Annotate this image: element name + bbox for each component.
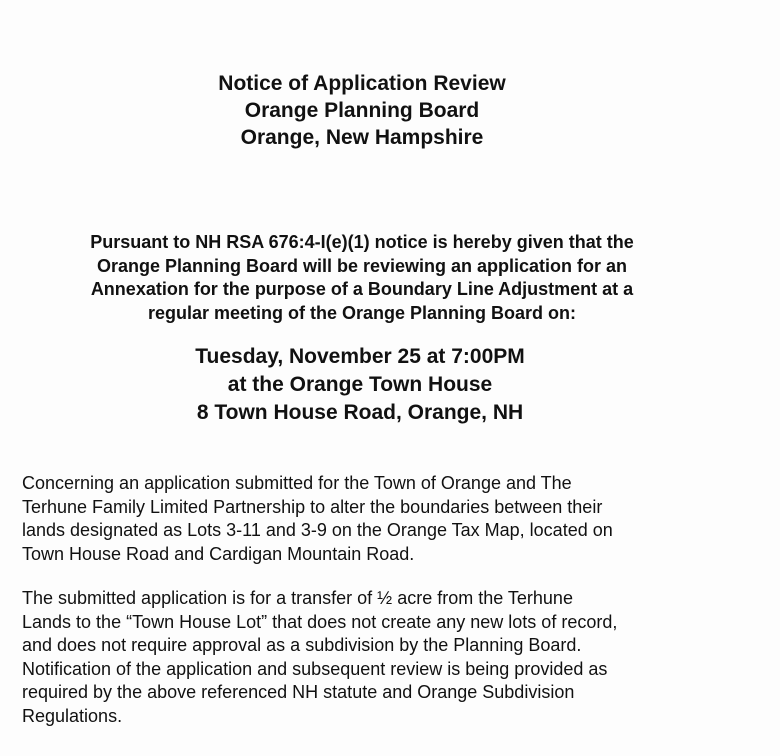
paragraph-line: required by the above referenced NH statute and Orange Subdivision <box>22 682 575 702</box>
paragraph-line: Town House Road and Cardigan Mountain Road. <box>22 543 415 564</box>
intro-line: Annexation for the purpose of a Boundary Line Adjustment at a <box>90 279 634 299</box>
paragraph-line: and does not require approval as a subdivision by the Planning Board. <box>22 635 582 655</box>
notice-title: Notice of Application Review <box>218 72 506 95</box>
paragraph-line: Lands to the “Town House Lot” that does not create any new lots of record, <box>22 611 618 632</box>
meeting-address: 8 Town House Road, Orange, NH <box>196 401 524 424</box>
intro-paragraph <box>20 231 704 325</box>
paragraph-line: lands designated as Lots 3-11 and 3-9 on the Orange Tax Map, located on <box>22 520 613 540</box>
application-concerning-paragraph <box>22 472 722 566</box>
intro-line: Pursuant to NH RSA 676:4-I(e)(1) notice is hereby given that the <box>90 232 634 252</box>
notice-header <box>0 70 724 151</box>
paragraph-line: Concerning an application submitted for the Town of Orange and The <box>22 473 572 493</box>
meeting-date-time: Tuesday, November 25 at 7:00PM <box>195 345 525 368</box>
application-transfer-paragraph <box>22 587 722 728</box>
meeting-venue: at the Orange Town House <box>227 373 493 396</box>
meeting-details <box>0 343 720 427</box>
paragraph-line: The submitted application is for a transfer of ½ acre from the Terhune <box>22 588 573 608</box>
intro-line: Orange Planning Board will be reviewing an application for an <box>96 255 628 276</box>
board-location: Orange, New Hampshire <box>240 126 484 149</box>
paragraph-line: Regulations. <box>22 705 123 726</box>
paragraph-line: Terhune Family Limited Partnership to alter the boundaries between their <box>22 496 603 517</box>
intro-line: regular meeting of the Orange Planning Board on: <box>147 302 577 323</box>
paragraph-line: Notification of the application and subsequent review is being provided as <box>22 658 608 679</box>
board-name: Orange Planning Board <box>244 99 480 122</box>
